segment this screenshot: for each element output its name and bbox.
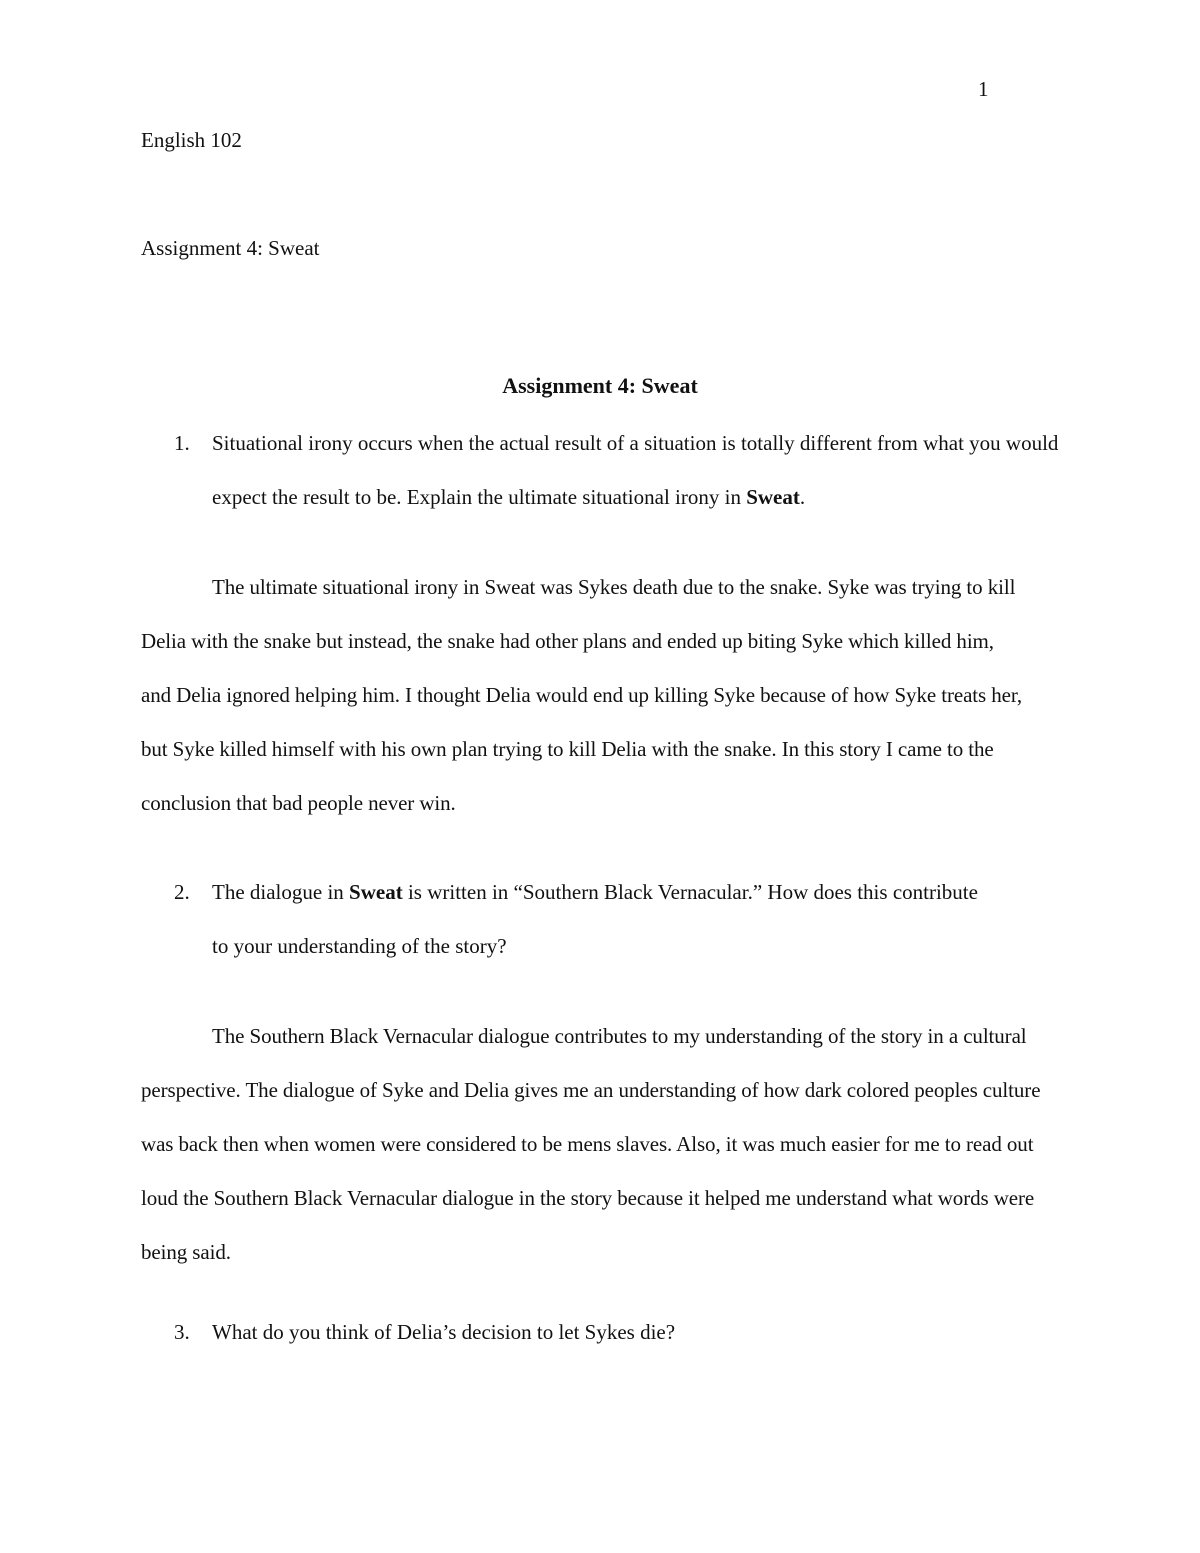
course-name: English 102 bbox=[141, 128, 242, 152]
question-2-text-after: is written in “Southern Black Vernacular.” How does this contribute to your understanding of the story? bbox=[212, 880, 978, 958]
question-2-number: 2. bbox=[174, 880, 190, 904]
page-number: 1 bbox=[978, 77, 989, 101]
answer-1: The ultimate situational irony in Sweat was Sykes death due to the snake. Syke was trying to kill Delia with the snake but instead, the snake had other plans and ended up biting Syke which killed him, and Delia ignored helping him. I thought Delia would end up killing Syke because of how Syke treats her, but Syke killed himself with his own plan trying to kill Delia with the snake. In this story I came to the conclusion that bad people never win. bbox=[141, 575, 1023, 815]
question-2-text bbox=[212, 865, 982, 973]
question-1-text-before: Situational irony occurs when the actual result of a situation is totally different from what you would expect the result to be. Explain the ultimate situational irony in bbox=[212, 431, 1059, 509]
question-1-text-after: . bbox=[799, 485, 806, 509]
question-2-emphasis: Sweat bbox=[349, 880, 403, 904]
page-title: Assignment 4: Sweat bbox=[502, 373, 698, 398]
question-2-text-before: The dialogue in bbox=[212, 880, 350, 904]
answer-2: The Southern Black Vernacular dialogue contributes to my understanding of the story in a cultural perspective. The dialogue of Syke and Delia gives me an understanding of how dark colored peoples culture was back then when women were considered to be mens slaves. Also, it was much easier for me to read out loud the Southern Black Vernacular dialogue in the story because it helped me understand what words were being said. bbox=[141, 1024, 1041, 1264]
question-1-number: 1. bbox=[174, 431, 190, 455]
assignment-label: Assignment 4: Sweat bbox=[141, 236, 320, 260]
question-1-emphasis: Sweat bbox=[746, 485, 800, 509]
question-3-number: 3. bbox=[174, 1320, 190, 1344]
question-3-text: What do you think of Delia’s decision to let Sykes die? bbox=[212, 1320, 676, 1344]
question-1-text bbox=[212, 416, 1062, 524]
